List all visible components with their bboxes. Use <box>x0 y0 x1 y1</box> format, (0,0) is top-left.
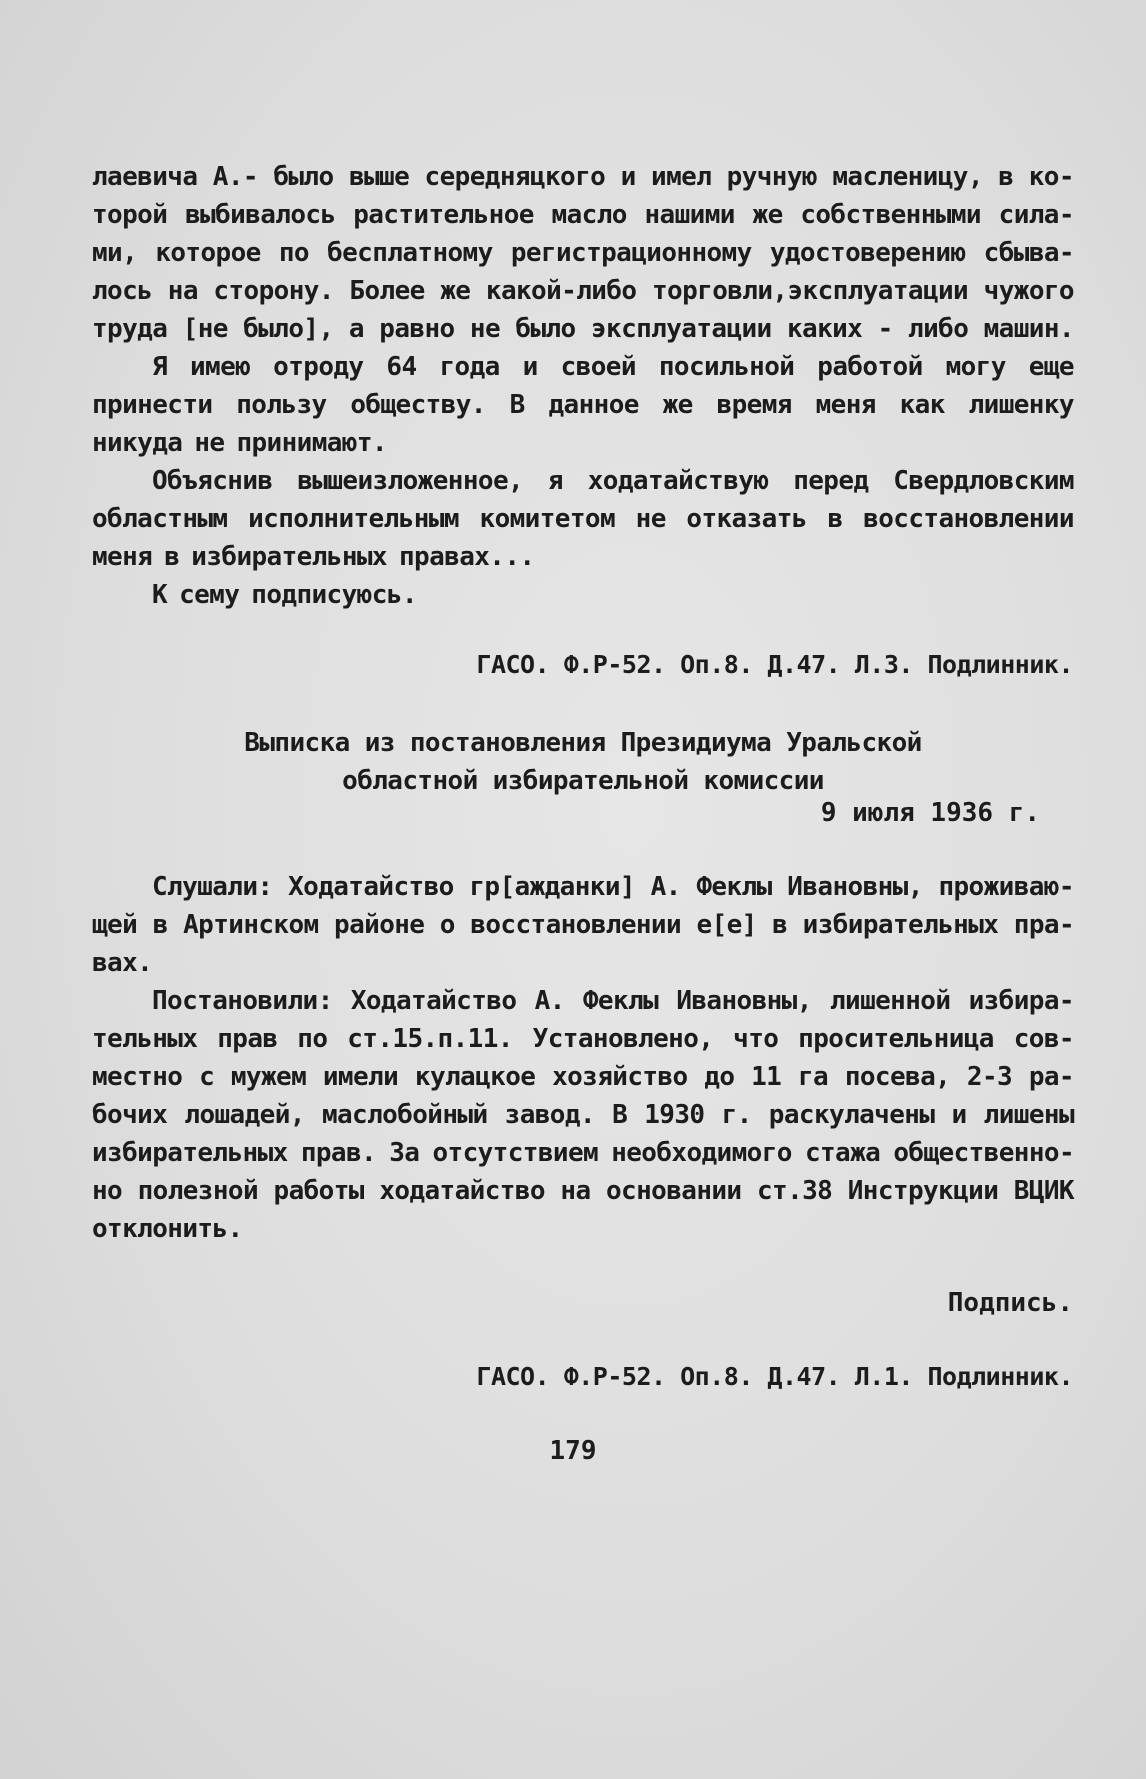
text-line: щей в Артинском районе о восстановлении е[е] в избирательных пра- <box>92 910 1074 940</box>
text-line: лось на сторону. Более же какой-либо торговли,эксплуатации чужого <box>92 276 1074 306</box>
text-line: торой выбивалось растительное масло нашими же собственными сила- <box>92 200 1074 230</box>
text-line: тельных прав по ст.15.п.11. Установлено, что просительница сов- <box>92 1024 1074 1054</box>
text-line: избирательных прав. За отсутствием необходимого стажа общественно- <box>92 1138 1074 1168</box>
text-line: никуда не принимают. <box>92 428 387 458</box>
letter-source-reference: ГАСО. Ф.Р-52. Оп.8. Д.47. Л.3. Подлинник. <box>476 650 1073 679</box>
text-line: Я имею отроду 64 года и своей посильной работой могу еще <box>152 352 1074 382</box>
text-line: Объяснив вышеизложенное, я ходатайствую перед Свердловским <box>152 466 1074 496</box>
text-line: вах. <box>92 948 153 978</box>
signature-note: Подпись. <box>947 1288 1073 1318</box>
text-line: но полезной работы ходатайство на основании ст.38 Инструкции ВЦИК <box>92 1176 1074 1206</box>
text-line: меня в избирательных правах... <box>92 542 535 572</box>
extract-date: 9 июля 1936 г. <box>820 798 1040 828</box>
extract-source-reference: ГАСО. Ф.Р-52. Оп.8. Д.47. Л.1. Подлинник. <box>476 1362 1073 1391</box>
text-line: отклонить. <box>92 1214 243 1244</box>
text-line: Постановили: Ходатайство А. Феклы Ивановны, лишенной избира- <box>152 986 1074 1016</box>
letter-text <box>92 158 1074 614</box>
text-line: К сему подписуюсь. <box>152 580 417 610</box>
text-line: ми, которое по бесплатному регистрационному удостоверению сбыва- <box>92 238 1074 268</box>
page-number: 179 <box>549 1436 597 1466</box>
text-line: труда [не было], а равно не было эксплуатации каких - либо машин. <box>92 314 1074 344</box>
text-line: Слушали: Ходатайство гр[ажданки] А. Феклы Ивановны, проживаю- <box>152 872 1074 902</box>
extract-text <box>92 868 1074 1248</box>
text-line: лаевича А.- было выше середняцкого и имел ручную масленицу, в ко- <box>92 162 1074 192</box>
extract-title <box>92 724 1074 800</box>
text-line: местно с мужем имели кулацкое хозяйство до 11 га посева, 2-3 ра- <box>92 1062 1074 1092</box>
text-line: принести пользу обществу. В данное же время меня как лишенку <box>92 390 1074 420</box>
extract-title-line-2: областной избирательной комиссии <box>342 766 824 796</box>
text-line: бочих лошадей, маслобойный завод. В 1930 г. раскулачены и лишены <box>92 1100 1074 1130</box>
text-line: областным исполнительным комитетом не отказать в восстановлении <box>92 504 1074 534</box>
extract-title-line-1: Выписка из постановления Президиума Уральской <box>244 728 922 758</box>
